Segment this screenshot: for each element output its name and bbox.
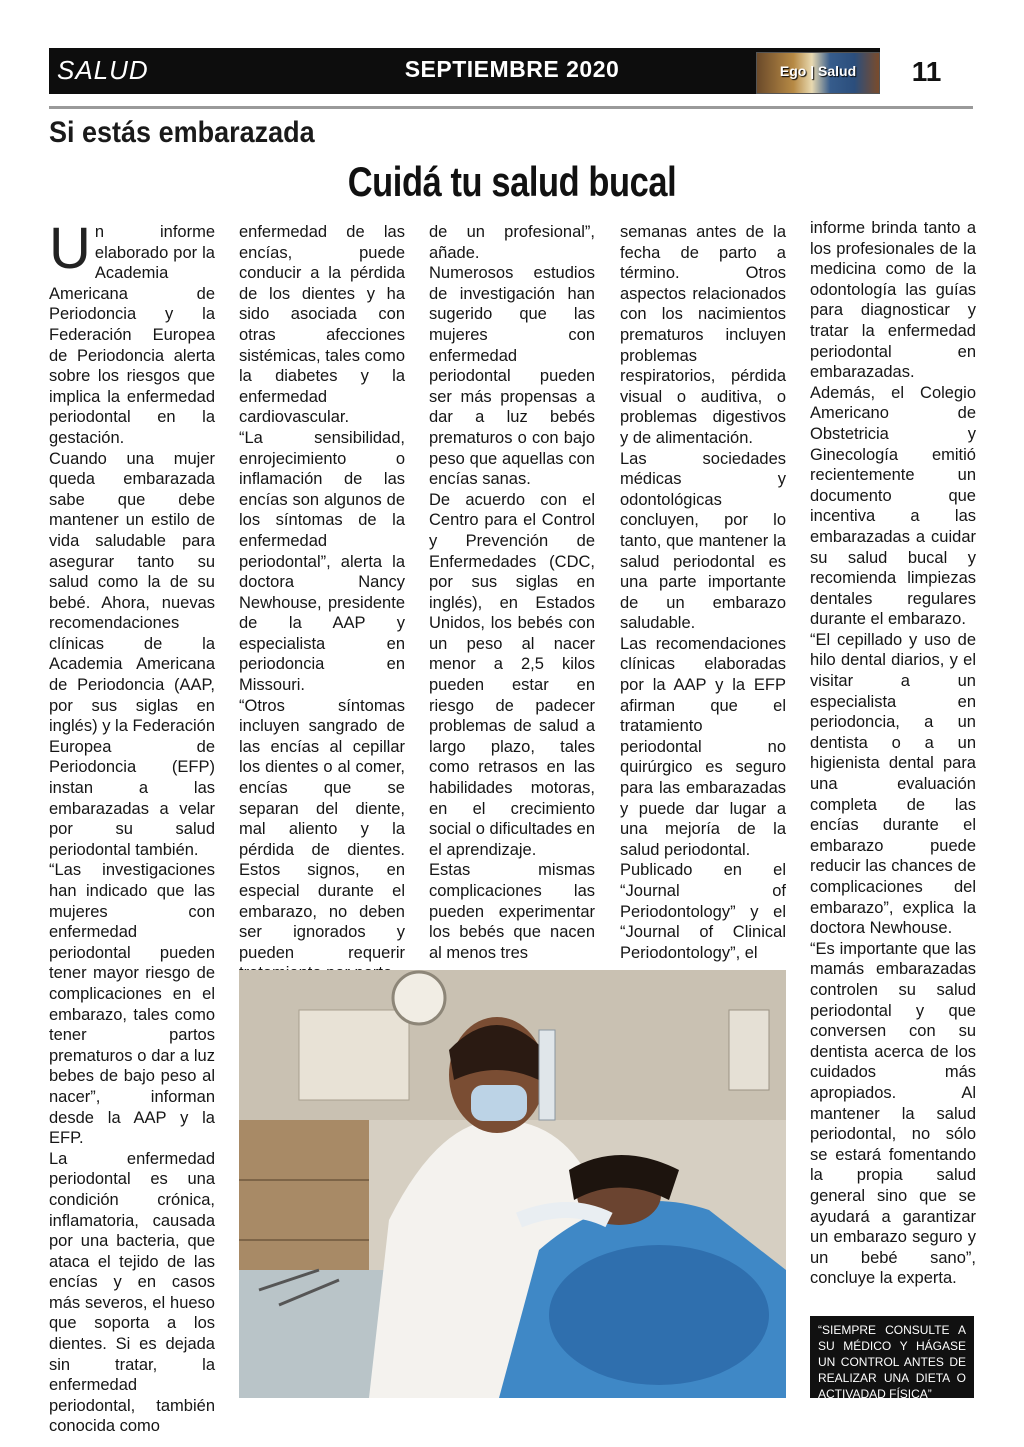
paragraph: “Otros síntomas incluyen sangrado de las encías al cepillar los dientes o al comer, encías que se separan del diente, mal aliento y la pérdida de dientes. Estos signos, en especial durante el embarazo, no deben ser ignorados y pueden requerir <box>239 696 405 962</box>
paragraph: enfermedad de las encías, puede conducir a la pérdida de los dientes y ha sido asociada con otras afecciones sistémicas, tales como la diabetes y la enfermedad cardiovascular. <box>239 223 405 427</box>
article-headline: Cuidá tu salud bucal <box>347 158 677 205</box>
paragraph: Cuando una mujer queda embarazada sabe que debe mantener un estilo de vida saludable para asegurar tanto su salud como la de su bebé. Ahora, nuevas recomendaciones clínicas de la Academia Americana de Periodoncia (AAP, por sus siglas en inglés) y la Federación Europea de Periodoncia (EFP) instan a las embarazadas a velar por su salud periodontal también. <box>49 449 215 859</box>
article-column-5 <box>810 218 976 1298</box>
article-column-3 <box>429 222 595 967</box>
paragraph: “El cepillado y uso de hilo dental diarios, y el visitar a un especialista en periodoncia, a un dentista o a un higienista dental para una evaluación completa de las encías durante el embarazo puede reducir las chances de complicaciones del embarazo”, explica la doctora Newhouse. <box>810 630 976 938</box>
paragraph: “Las investigaciones han indicado que las mujeres con enfermedad periodontal pueden tener mayor riesgo de complicaciones en el embarazo, tales como tener partos prematuros o dar a luz bebes de bajo peso al nacer”, informan desde la AAP y la EFP. <box>49 861 215 1148</box>
paragraph: Estas mismas complicaciones las pueden experimentar los bebés que nacen al menos tres <box>429 861 595 962</box>
article-photo <box>239 970 786 1398</box>
paragraph: “Es importante que las mamás embarazadas controlen su salud periodontal y que conversen con su dentista acerca de los cuidados más apropiados. Al mantener la salud periodontal, no sólo se estará fomentando la propia salud general sino que se ayudará a garantizar un embarazo seguro y un bebé sano”, concluye la experta. <box>810 939 976 1288</box>
paragraph: informe brinda tanto a los profesionales de la medicina como de la odontología las guías para diagnosticar y tratar la enfermedad periodontal en embarazadas. <box>810 219 976 382</box>
paragraph: Publicado en el “Journal of Periodontology” y el “Journal of Clinical Periodontology”, el <box>620 861 786 962</box>
dental-exam-illustration <box>239 970 786 1398</box>
header-rule <box>49 106 973 109</box>
page-number: 11 <box>911 56 942 87</box>
logo-text: Ego | Salud <box>779 63 857 79</box>
section-label: SALUD <box>57 55 149 85</box>
paragraph: La enfermedad periodontal es una condición crónica, inflamatoria, causada por una bacteria, que ataca el tejido de las encías y en casos más severos, el hueso que soporta a los dientes. Si es dejada sin tratar, la enfermedad periodontal, también conocida como <box>49 1149 215 1436</box>
paragraph: Las sociedades médicas y odontológicas concluyen, por lo tanto, que mantener la salud periodontal es una parte importante de un embarazo saludable. <box>620 449 786 633</box>
issue-date: SEPTIEMBRE 2020 <box>404 56 620 82</box>
drop-cap: U <box>49 216 91 281</box>
article-column-1 <box>49 216 215 1436</box>
paragraph: Numerosos estudios de investigación han sugerido que las mujeres con enfermedad periodontal pueden ser más propensas a dar a luz bebés prematuros o con bajo peso que aquellas con encías sanas. <box>429 264 595 489</box>
paragraph: De acuerdo con el Centro para el Control y Prevención de Enfermedades (CDC, por sus siglas en inglés), en Estados Unidos, los bebés con un peso al nacer menor a 2,5 kilos pueden estar en riesgo de padecer problemas de salud a largo plazo, tales como retrasos en las habilidades motoras, en el crecimiento social o dificultades en el aprendizaje. <box>429 490 596 859</box>
article-column-4 <box>620 222 786 967</box>
paragraph: “La sensibilidad, enrojecimiento o inflamación de las encías son algunos de los síntomas de la enfermedad periodontal”, alerta la doctora Nancy Newhouse, presidente de la AAP y especialista en periodoncia en Missouri. <box>239 428 405 695</box>
pull-quote-box: “SIEMPRE CONSULTE A SU MÉDICO Y HÁGASE UN CONTROL ANTES DE REALIZAR UNA DIETA O ACTIVADAD FÍSICA” <box>810 1316 974 1398</box>
paragraph: de un profesional”, añade. <box>429 223 595 262</box>
paragraph: Las recomendaciones clínicas elaboradas por la AAP y la EFP afirman que el tratamiento periodontal no quirúrgico es seguro para las embarazadas y puede dar lugar a una mejoría de la salud periodontal. <box>620 634 786 859</box>
paragraph: n informe elaborado por la Academia Americana de Periodoncia y la Federación Europea de Periodoncia alerta sobre los riesgos que implica la enfermedad periodontal en la gestación. <box>49 223 215 447</box>
article-kicker: Si estás embarazada <box>49 116 315 149</box>
publication-logo <box>756 52 880 94</box>
paragraph: semanas antes de la fecha de parto a término. Otros aspectos relacionados con los nacimientos prematuros incluyen problemas respiratorios, pérdida visual o auditiva, o problemas digestivos y de alimentación. <box>620 223 786 447</box>
article-column-2 <box>239 222 405 967</box>
paragraph: Además, el Colegio Americano de Obstetricia y Ginecología emitió recientemente un documento que incentiva a las embarazadas a cuidar su salud bucal y recomienda limpiezas dentales regulares durante el embarazo. <box>810 383 976 629</box>
page-number-box <box>880 48 973 94</box>
